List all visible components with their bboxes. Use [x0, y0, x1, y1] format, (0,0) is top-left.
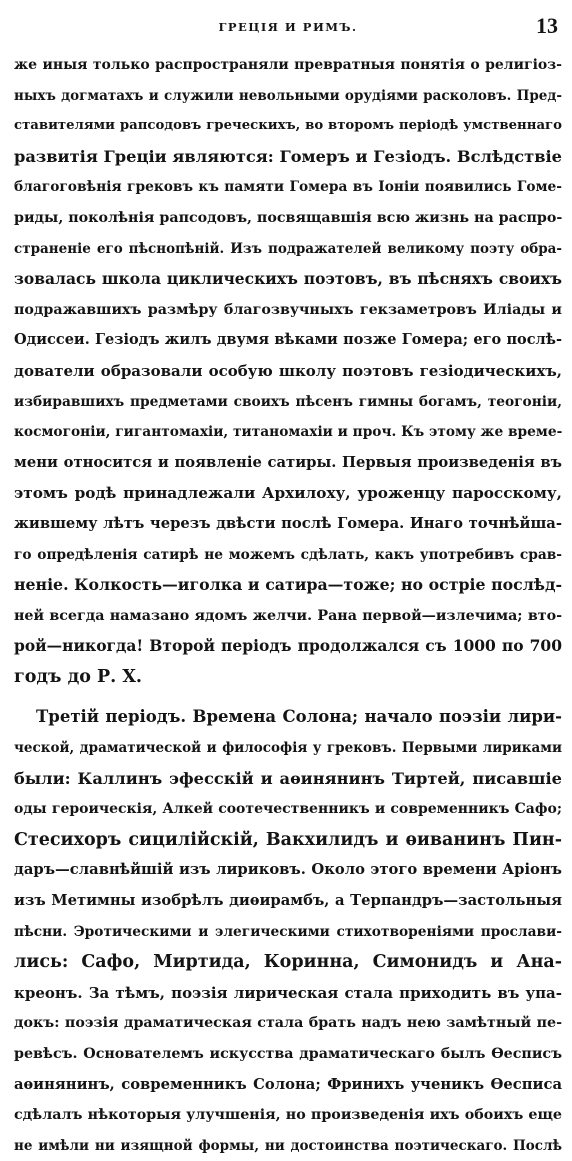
text-line: сдѣлалъ нѣкоторыя улучшенія, но произведенія ихъ обоихъ еще — [14, 1107, 562, 1124]
text-line: жившему лѣтъ черезъ двѣсти послѣ Гомера. Инаго точнѣйша- — [14, 514, 562, 532]
text-line: Одиссеи. Гезіодъ жилъ двумя вѣками позже Гомера; его послѣ- — [14, 331, 562, 349]
paragraph-2 — [14, 702, 562, 1161]
text-line: пѣсни. Эротическими и элегическими стихотвореніями прослави- — [14, 923, 562, 940]
body-text — [14, 50, 562, 1161]
text-line: изъ Метимны изобрѣлъ диѳирамбъ, а Терпандръ—застольныя — [14, 892, 562, 910]
text-line: годъ до Р. Х. — [14, 666, 143, 687]
text-line: зовалась школа циклическихъ поэтовъ, въ пѣсняхъ своихъ — [14, 269, 562, 289]
text-line: ческой, драматической и философія у грековъ. Первыми лириками — [14, 740, 562, 757]
running-head — [14, 8, 562, 42]
text-line: неніе. Колкость—иголка и сатира—тоже; но остріе послѣд- — [14, 575, 562, 595]
text-line: рой—никогда! Второй періодъ продолжался съ 1000 по 700 — [14, 636, 562, 656]
text-line: мени относится и появленіе сатиры. Первыя произведенія въ — [14, 453, 562, 471]
text-line: же иныя только распространяли превратныя понятія о религіоз- — [14, 57, 562, 73]
book-page — [14, 8, 562, 1154]
paragraph-1 — [14, 50, 562, 692]
text-line: креонъ. За тѣмъ, поэзія лирическая стала приходить въ упа- — [14, 983, 562, 1002]
paragraph-gap — [14, 692, 562, 702]
running-title: ГРЕЦІЯ И РИМЪ. — [218, 20, 358, 34]
text-line: докъ: поэзія драматическая стала брать надъ нею замѣтный пе- — [14, 1015, 562, 1032]
text-line: аѳинянинъ, современникъ Солона; Фринихъ ученикъ Ѳесписа — [14, 1075, 562, 1093]
text-line: даръ—славнѣйшій изъ лириковъ. Около этого времени Аріонъ — [14, 861, 562, 879]
text-line: ней всегда намазано ядомъ желчи. Рана первой—излечима; вто- — [14, 607, 562, 624]
text-line: этомъ родѣ принадлежали Архилоху, уроженцу паросскому, — [14, 484, 562, 503]
text-line: подражавшихъ размѣру благозвучныхъ гекзаметровъ Иліады и — [14, 301, 562, 318]
text-line: были: Каллинъ эфесскій и аѳинянинъ Тиртей, писавшіе — [14, 768, 562, 788]
text-line: избиравшихъ предметами своихъ пѣсенъ гимны богамъ, теогоніи, — [14, 393, 562, 410]
text-line: ставителями рапсодовъ греческихъ, во второмъ періодѣ умственнаго — [14, 118, 562, 134]
text-line: дователи образовали особую школу поэтовъ гезіодическихъ, — [14, 361, 562, 380]
text-line: развитія Греціи являются: Гомеръ и Гезіодъ. Вслѣдствіе — [14, 146, 562, 166]
text-line: ревѣсъ. Основателемъ искусства драматическаго былъ Ѳесписъ — [14, 1046, 562, 1062]
text-line: ныхъ догматахъ и служили невольными орудіями расколовъ. Пред- — [14, 87, 562, 104]
text-line: благоговѣнія грековъ къ памяти Гомера въ Іоніи появились Гоме- — [14, 179, 562, 196]
text-line: оды героическія, Алкей соотечественникъ и современникъ Сафо; — [14, 801, 562, 818]
text-line: страненіе его пѣснопѣній. Изъ подражателей великому поэту обра- — [14, 240, 562, 257]
text-line: не имѣли ни изящной формы, ни достоинства поэтическаго. Послѣ — [14, 1137, 562, 1154]
text-line: го опредѣленія сатирѣ не можемъ сдѣлать, какъ употребивъ срав- — [14, 546, 562, 563]
page-number: 13 — [536, 13, 558, 38]
text-line: космогоніи, гигантомахіи, титаномахіи и проч. Къ этому же време- — [14, 424, 562, 441]
text-line: риды, поколѣнія рапсодовъ, посвящавшія всю жизнь на распро- — [14, 209, 562, 226]
text-line: Третій періодъ. Времена Солона; начало поэзіи лири- — [36, 707, 562, 727]
text-line: Стесихоръ сицилійскій, Вакхилидъ и ѳиванинъ Пин- — [14, 829, 562, 850]
text-line: лись: Сафо, Миртида, Коринна, Симонидъ и Ана- — [14, 952, 562, 973]
